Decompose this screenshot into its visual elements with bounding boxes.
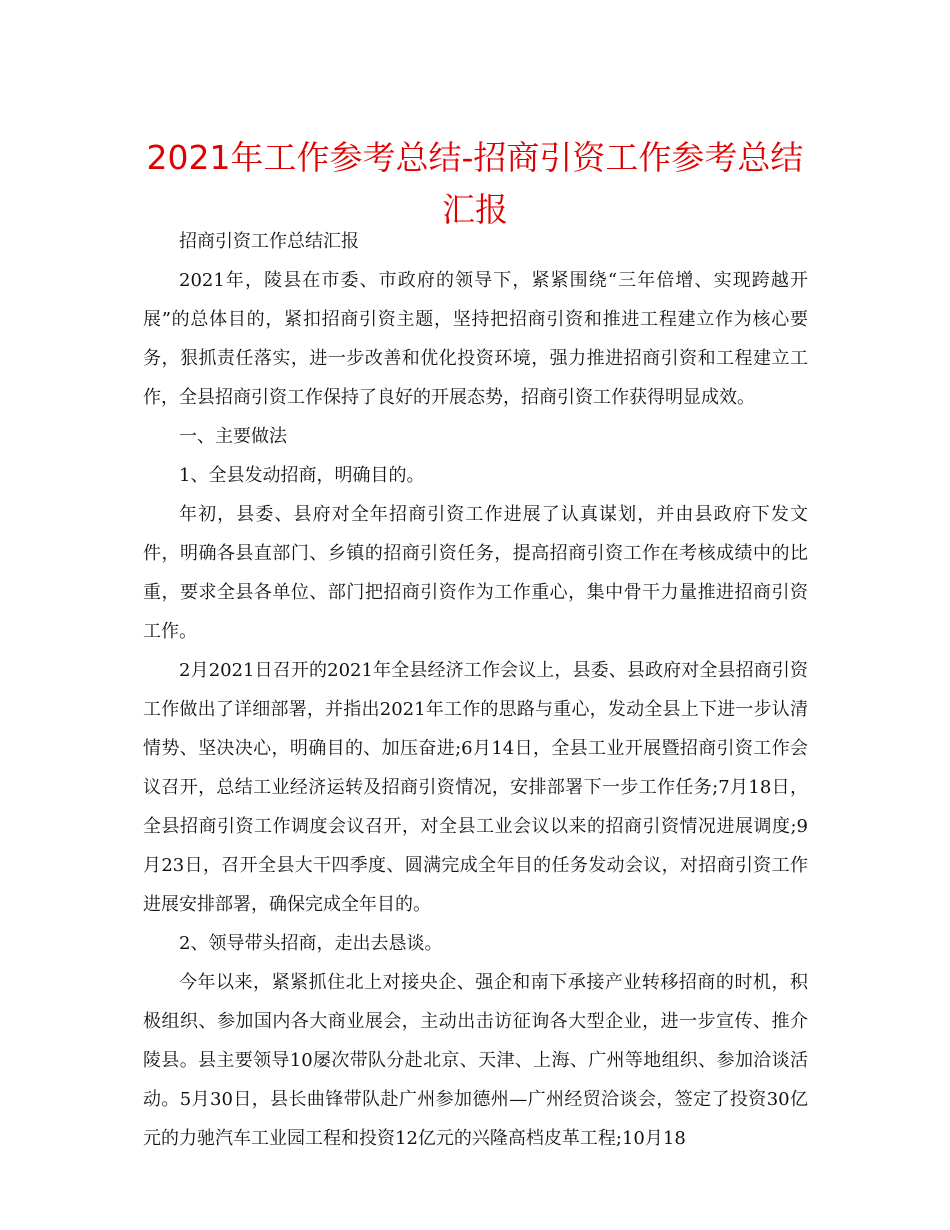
paragraph: 2021年，陵县在市委、市政府的领导下，紧紧围绕“三年倍增、实现跨越开展”的总体目的，紧扣招商引资主题，坚持把招商引资和推进工程建立作为核心要务，狠抓责任落实，进一步改善和优化投资环境，强力推进招商引资和工程建立工作，全县招商引资工作保持了良好的开展态势，招商引资工作获得明显成效。 — [143, 270, 808, 408]
document-title: 2021年工作参考总结-招商引资工作参考总结汇报 — [146, 138, 804, 229]
paragraph: 2月2021日召开的2021年全县经济工作会议上，县委、县政府对全县招商引资工作做出了详细部署，并指出2021年工作的思路与重心，发动全县上下进一步认清情势、坚决决心，明确目的、加压奋进;6月14日，全县工业开展暨招商引资工作会议召开，总结工业经济运转及招商引资情况，安排部署下一步工作任务;7月18日，全县招商引资工作调度会议召开，对全县工业会议以来的招商引资情况进展调度;9月23日，召开全县大干四季度、圆满完成全年目的任务发动会议，对招商引资工作进展安排部署，确保完成全年目的。 — [143, 660, 808, 915]
paragraph: 今年以来，紧紧抓住北上对接央企、强企和南下承接产业转移招商的时机，积极组织、参加国内各大商业展会，主动出击访征询各大型企业，进一步宣传、推介陵县。县主要领导10屡次带队分赴北京、天津、上海、广州等地组织、参加洽谈活动。5月30日，县长曲锋带队赴广州参加德州—广州经贸洽谈会，签定了投资30亿元的力驰汽车工业园工程和投资12亿元的兴隆高档皮革工程;10月18 — [143, 972, 808, 1149]
subsection-heading: 2、领导带头招商，走出去恳谈。 — [179, 933, 443, 954]
paragraph: 年初，县委、县府对全年招商引资工作进展了认真谋划，并由县政府下发文件，明确各县直部门、乡镇的招商引资任务，提高招商引资工作在考核成绩中的比重，要求全县各单位、部门把招商引资作为工作重心，集中骨干力量推进招商引资工作。 — [143, 504, 808, 642]
paragraph-heading: 招商引资工作总结汇报 — [179, 231, 359, 252]
subsection-heading: 1、全县发动招商，明确目的。 — [179, 465, 425, 486]
section-heading: 一、主要做法 — [179, 426, 287, 447]
document-body — [143, 222, 808, 1158]
